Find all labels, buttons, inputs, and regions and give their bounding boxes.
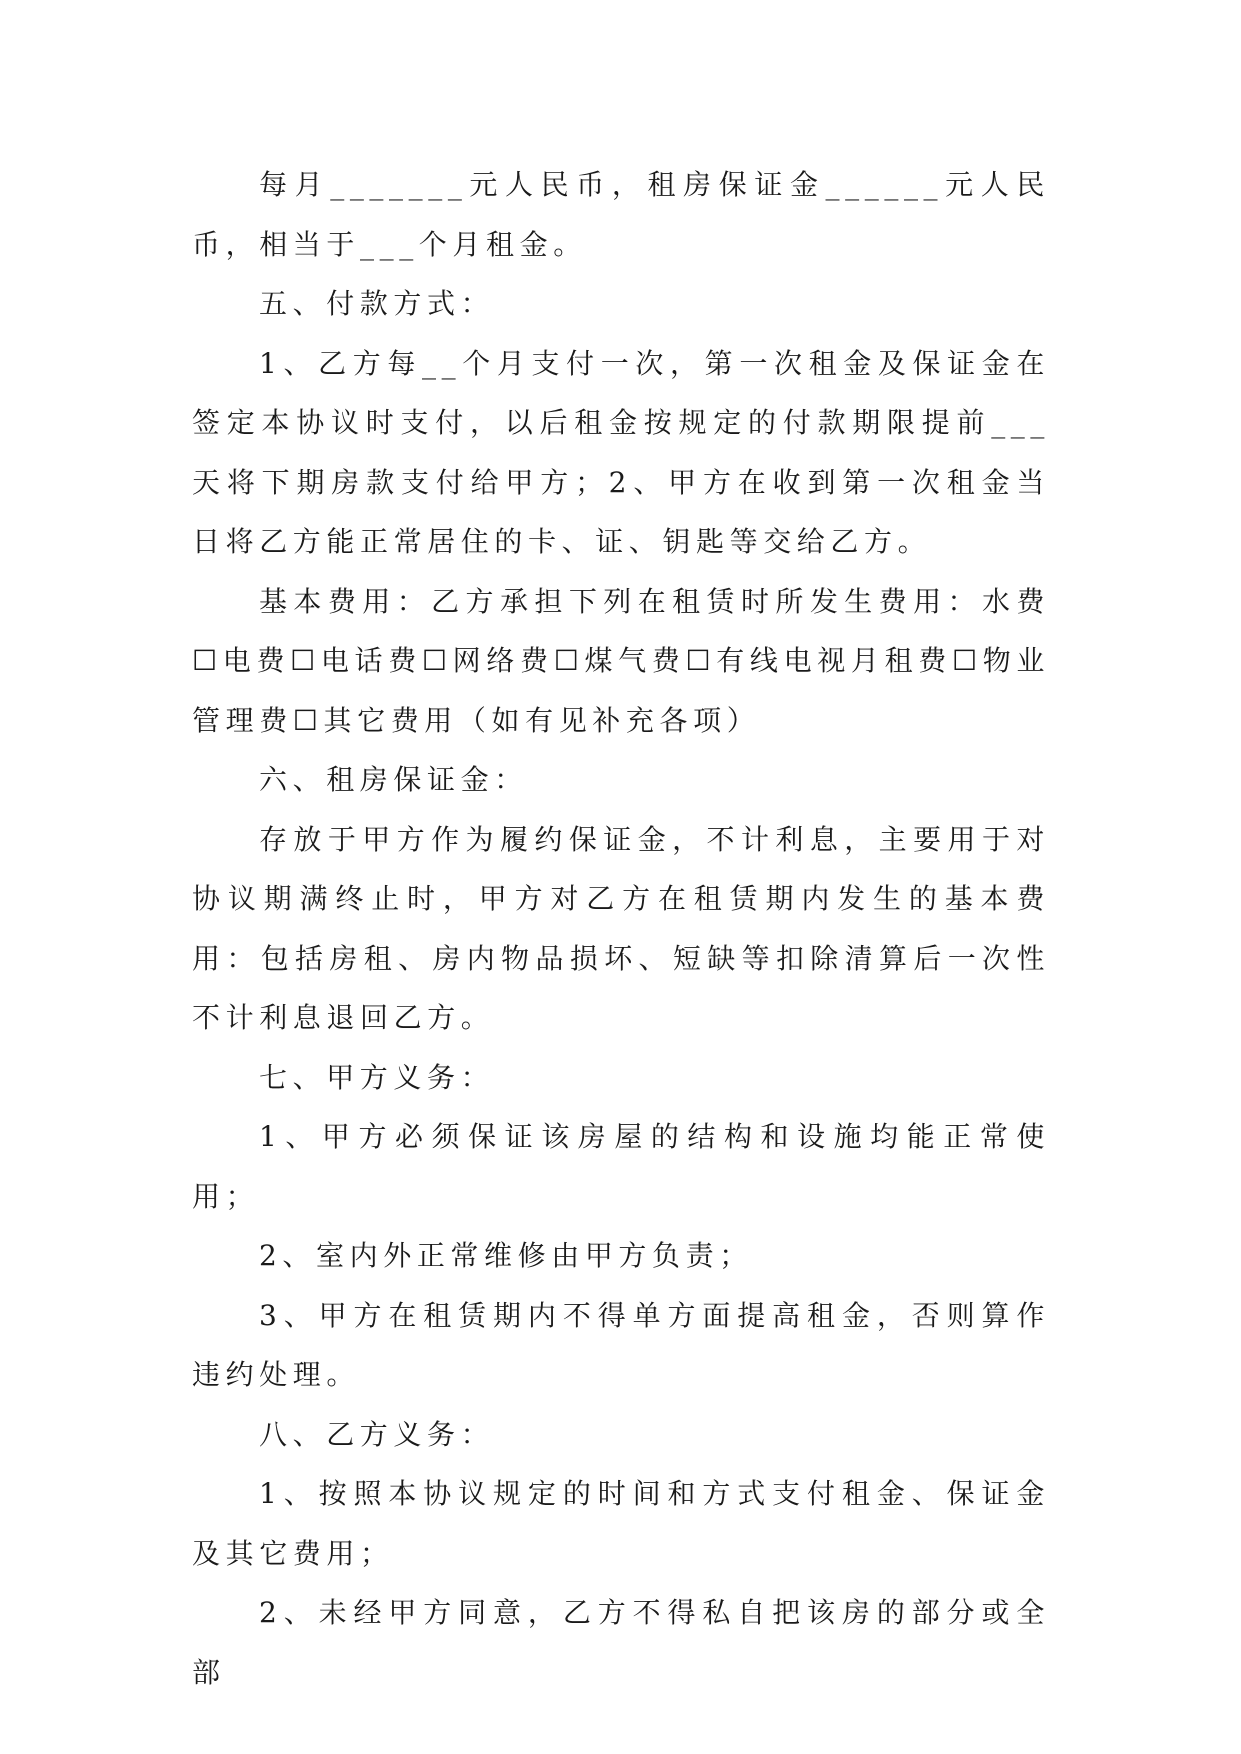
heading-deposit: 六、租房保证金： xyxy=(259,763,528,796)
heading-payment-method: 五、付款方式： xyxy=(259,287,495,320)
paragraph-payment-terms: 1、乙方每__个月支付一次，第一次租金及保证金在签定本协议时支付，以后租金按规定的付款期限提前___天将下期房款支付给甲方；2、甲方在收到第一次租金当日将乙方能正常居住的卡、证、钥匙等交给乙方。 xyxy=(192,346,1050,558)
heading-party-b-obligations: 八、乙方义务： xyxy=(259,1417,495,1451)
list-item-party-a-2: 2、室内外正常维修由甲方负责； xyxy=(259,1239,753,1272)
list-item-party-b-1: 1、按照本协议规定的时间和方式支付租金、保证金及其它费用； xyxy=(192,1477,1050,1570)
paragraph-rent-amount: 每月_______元人民币，租房保证金______元人民币，相当于___个月租金。 xyxy=(192,168,1050,261)
list-item-party-a-1: 1、甲方必须保证该房屋的结构和设施均能正常使用； xyxy=(192,1120,1050,1213)
list-item-party-b-2: 2、未经甲方同意，乙方不得私自把该房的部分或全部 xyxy=(192,1596,1050,1689)
paragraph-basic-fees: 基本费用：乙方承担下列在租赁时所发生费用：水费☐电费☐电话费☐网络费☐煤气费☐有线电视月租费☐物业管理费☐其它费用（如有见补充各项） xyxy=(192,584,1050,737)
list-item-party-a-3: 3、甲方在租赁期内不得单方面提高租金，否则算作违约处理。 xyxy=(192,1298,1050,1391)
paragraph-deposit-terms: 存放于甲方作为履约保证金，不计利息，主要用于对协议期满终止时，甲方对乙方在租赁期内发生的基本费用：包括房租、房内物品损坏、短缺等扣除清算后一次性不计利息退回乙方。 xyxy=(192,822,1050,1034)
heading-party-a-obligations: 七、甲方义务： xyxy=(259,1060,495,1094)
document-body xyxy=(192,155,1050,1702)
